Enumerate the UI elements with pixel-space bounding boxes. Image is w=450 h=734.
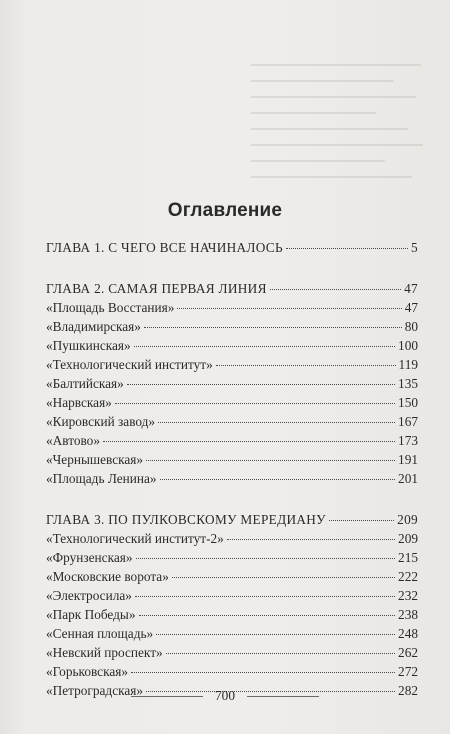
toc-chapter-entry xyxy=(46,510,418,529)
toc-station-entry xyxy=(46,412,418,431)
dot-leader xyxy=(103,441,395,442)
dot-leader xyxy=(135,596,395,597)
toc-entry-label: ГЛАВА 3. ПО ПУЛКОВСКОМУ МЕРЕДИАНУ xyxy=(46,512,326,527)
dot-leader xyxy=(216,365,396,366)
toc-station-entry xyxy=(46,548,418,567)
toc-entry-label: «Парк Победы» xyxy=(46,607,136,622)
dot-leader xyxy=(329,520,394,521)
toc-station-entry xyxy=(46,317,418,336)
toc-entry-page: 47 xyxy=(404,281,418,296)
toc-entry-page: 150 xyxy=(398,395,418,410)
section-gap xyxy=(46,257,418,279)
toc-entry-page: 135 xyxy=(398,376,418,391)
dot-leader xyxy=(172,577,395,578)
toc-station-entry xyxy=(46,529,418,548)
dot-leader xyxy=(144,327,402,328)
footer-rule-left xyxy=(131,696,203,697)
toc-entry-label: ГЛАВА 2. САМАЯ ПЕРВАЯ ЛИНИЯ xyxy=(46,281,267,296)
toc-entry-page: 238 xyxy=(398,607,418,622)
toc-entry-page: 5 xyxy=(411,240,418,255)
toc-entry-page: 119 xyxy=(398,357,418,372)
dot-leader xyxy=(139,615,396,616)
toc-entry-label: «Пушкинская» xyxy=(46,338,131,353)
toc-entry-label: «Балтийская» xyxy=(46,376,124,391)
toc-entry-page: 209 xyxy=(397,512,418,527)
toc-entry-label: «Площадь Ленина» xyxy=(46,471,157,486)
toc-chapter-entry xyxy=(46,238,418,257)
toc-entry-label: «Автово» xyxy=(46,433,100,448)
toc-entry-page: 167 xyxy=(398,414,418,429)
table-of-contents xyxy=(46,238,418,700)
dot-leader xyxy=(127,384,395,385)
dot-leader xyxy=(115,403,395,404)
toc-entry-label: «Петроградская» xyxy=(46,683,144,698)
toc-entry-page: 262 xyxy=(398,645,418,660)
toc-title: Оглавление xyxy=(167,200,283,221)
toc-entry-label: «Московские ворота» xyxy=(46,569,169,584)
toc-entry-page: 100 xyxy=(398,338,418,353)
toc-entry-page: 232 xyxy=(398,588,418,603)
toc-station-entry xyxy=(46,374,418,393)
toc-entry-label: «Горьковская» xyxy=(46,664,128,679)
toc-entry-page: 80 xyxy=(404,319,418,334)
dot-leader xyxy=(227,539,395,540)
dot-leader xyxy=(136,558,396,559)
toc-entry-page: 47 xyxy=(404,300,418,315)
toc-station-entry xyxy=(46,643,418,662)
toc-station-entry xyxy=(46,298,418,317)
toc-entry-page: 272 xyxy=(398,664,418,679)
toc-entry-label: «Чернышевская» xyxy=(46,452,144,467)
toc-entry-page: 222 xyxy=(398,569,418,584)
toc-station-entry xyxy=(46,605,418,624)
toc-station-entry xyxy=(46,336,418,355)
toc-entry-page: 215 xyxy=(398,550,418,565)
toc-station-entry xyxy=(46,469,418,488)
dot-leader xyxy=(131,672,395,673)
toc-entry-label: «Невский проспект» xyxy=(46,645,163,660)
toc-station-entry xyxy=(46,450,418,469)
toc-station-entry xyxy=(46,586,418,605)
toc-entry-page: 201 xyxy=(398,471,418,486)
toc-entry-page: 282 xyxy=(398,683,418,698)
toc-entry-label: «Технологический институт-2» xyxy=(46,531,224,546)
section-gap xyxy=(46,488,418,510)
toc-station-entry xyxy=(46,393,418,412)
toc-station-entry xyxy=(46,431,418,450)
toc-entry-label: «Технологический институт» xyxy=(46,357,213,372)
bleed-through-text xyxy=(250,64,430,204)
dot-leader xyxy=(156,634,395,635)
toc-entry-page: 209 xyxy=(398,531,418,546)
dot-leader xyxy=(270,289,401,290)
dot-leader xyxy=(177,308,401,309)
page-number: 700 xyxy=(215,688,235,703)
toc-entry-label: ГЛАВА 1. С ЧЕГО ВСЕ НАЧИНАЛОСЬ xyxy=(46,240,283,255)
toc-entry-page: 248 xyxy=(398,626,418,641)
dot-leader xyxy=(166,653,395,654)
toc-chapter-entry xyxy=(46,279,418,298)
toc-entry-label: «Площадь Восстания» xyxy=(46,300,175,315)
toc-entry-label: «Электросила» xyxy=(46,588,132,603)
toc-entry-label: «Сенная площадь» xyxy=(46,626,154,641)
toc-station-entry xyxy=(46,567,418,586)
toc-entry-label: «Владимирская» xyxy=(46,319,141,334)
dot-leader xyxy=(158,422,395,423)
dot-leader xyxy=(286,248,408,249)
dot-leader xyxy=(160,479,395,480)
toc-entry-label: «Нарвская» xyxy=(46,395,112,410)
dot-leader xyxy=(146,460,395,461)
dot-leader xyxy=(134,346,395,347)
footer-rule-right xyxy=(247,696,319,697)
toc-entry-page: 173 xyxy=(398,433,418,448)
toc-station-entry xyxy=(46,662,418,681)
toc-entry-label: «Кировский завод» xyxy=(46,414,156,429)
toc-station-entry xyxy=(46,624,418,643)
toc-entry-label: «Фрунзенская» xyxy=(46,550,133,565)
page-footer xyxy=(0,688,450,704)
toc-entry-page: 191 xyxy=(398,452,418,467)
toc-station-entry xyxy=(46,355,418,374)
